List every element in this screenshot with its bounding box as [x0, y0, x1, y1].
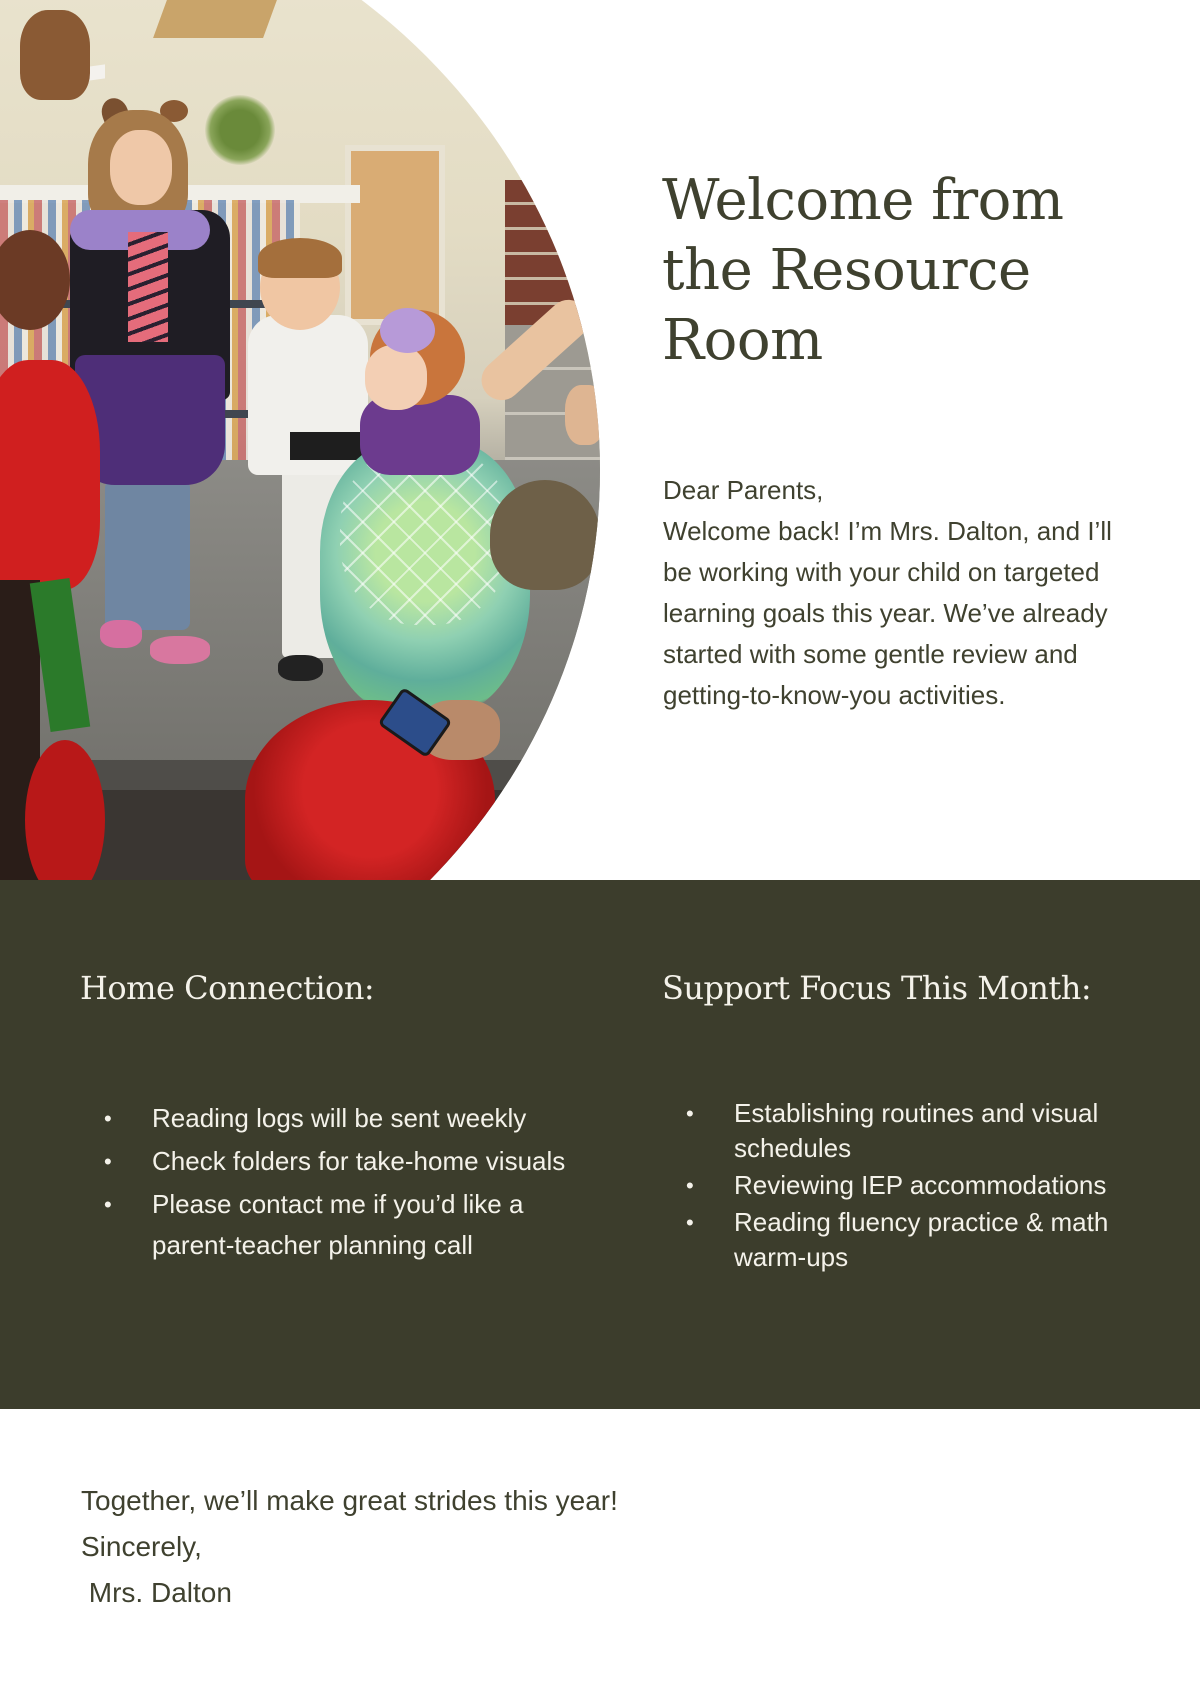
list-item [662, 1168, 1162, 1203]
adult-hand [565, 385, 600, 445]
greeting: Dear Parents, [663, 475, 824, 505]
plant [205, 95, 275, 165]
bullet-icon: • [104, 1149, 112, 1174]
title-line: the Resource [662, 238, 1031, 303]
girl-legs [105, 480, 190, 630]
list-item-text: Check folders for take-home visuals [152, 1146, 566, 1176]
support-focus-list [662, 1096, 1162, 1277]
adult-head-cap [490, 480, 600, 590]
list-item-text: Please contact me if you’d like a parent-teacher planning call [152, 1189, 524, 1260]
boy-hair [258, 238, 342, 278]
list-item-text: Reviewing IEP accommodations [734, 1170, 1107, 1200]
girl-shoe [100, 620, 142, 648]
sign-off: Sincerely, [81, 1531, 202, 1562]
toddler-face [365, 345, 427, 410]
home-connection-heading: Home Connection: [80, 969, 375, 1007]
list-item-text: Reading logs will be sent weekly [152, 1103, 527, 1133]
list-item [662, 1096, 1162, 1166]
hero-photo-frame [0, 0, 600, 880]
list-item [662, 1205, 1162, 1275]
teddy-bear [20, 10, 90, 100]
girl-face [110, 130, 172, 205]
ceiling-beam [153, 0, 277, 38]
toddler-flower-headband [380, 308, 435, 353]
intro-letter [663, 470, 1123, 716]
bullet-icon: • [104, 1192, 112, 1217]
bullet-icon: • [686, 1173, 694, 1198]
home-connection-list [80, 1098, 600, 1268]
photo-scene [0, 0, 600, 880]
closing-line: Together, we’ll make great strides this year! [81, 1485, 618, 1516]
list-item-text: Establishing routines and visual schedules [734, 1098, 1099, 1163]
title-line: Room [662, 308, 823, 373]
hero-photo [0, 0, 600, 880]
red-coat [0, 360, 100, 590]
list-item [80, 1141, 600, 1182]
signature: Mrs. Dalton [81, 1577, 232, 1608]
boy-shoe [278, 655, 323, 681]
girl-shoe [150, 636, 210, 664]
girl-shirt [128, 232, 168, 342]
bullet-icon: • [686, 1210, 694, 1235]
list-item [80, 1098, 600, 1139]
title-line: Welcome from [662, 168, 1064, 233]
list-item [80, 1184, 600, 1266]
support-focus-heading: Support Focus This Month: [662, 969, 1092, 1007]
page-title [662, 166, 1162, 376]
intro-body: Welcome back! I’m Mrs. Dalton, and I’ll be working with your child on targeted learning goals this year. We’ve already started with some gentle review and getting-to-know-you activities. [663, 516, 1112, 710]
info-band [0, 880, 1200, 1409]
list-item-text: Reading fluency practice & math warm-ups [734, 1207, 1109, 1272]
door [345, 145, 445, 325]
bullet-icon: • [104, 1106, 112, 1131]
bullet-icon: • [686, 1101, 694, 1126]
toddler-top [360, 395, 480, 475]
closing-letter [81, 1478, 781, 1616]
